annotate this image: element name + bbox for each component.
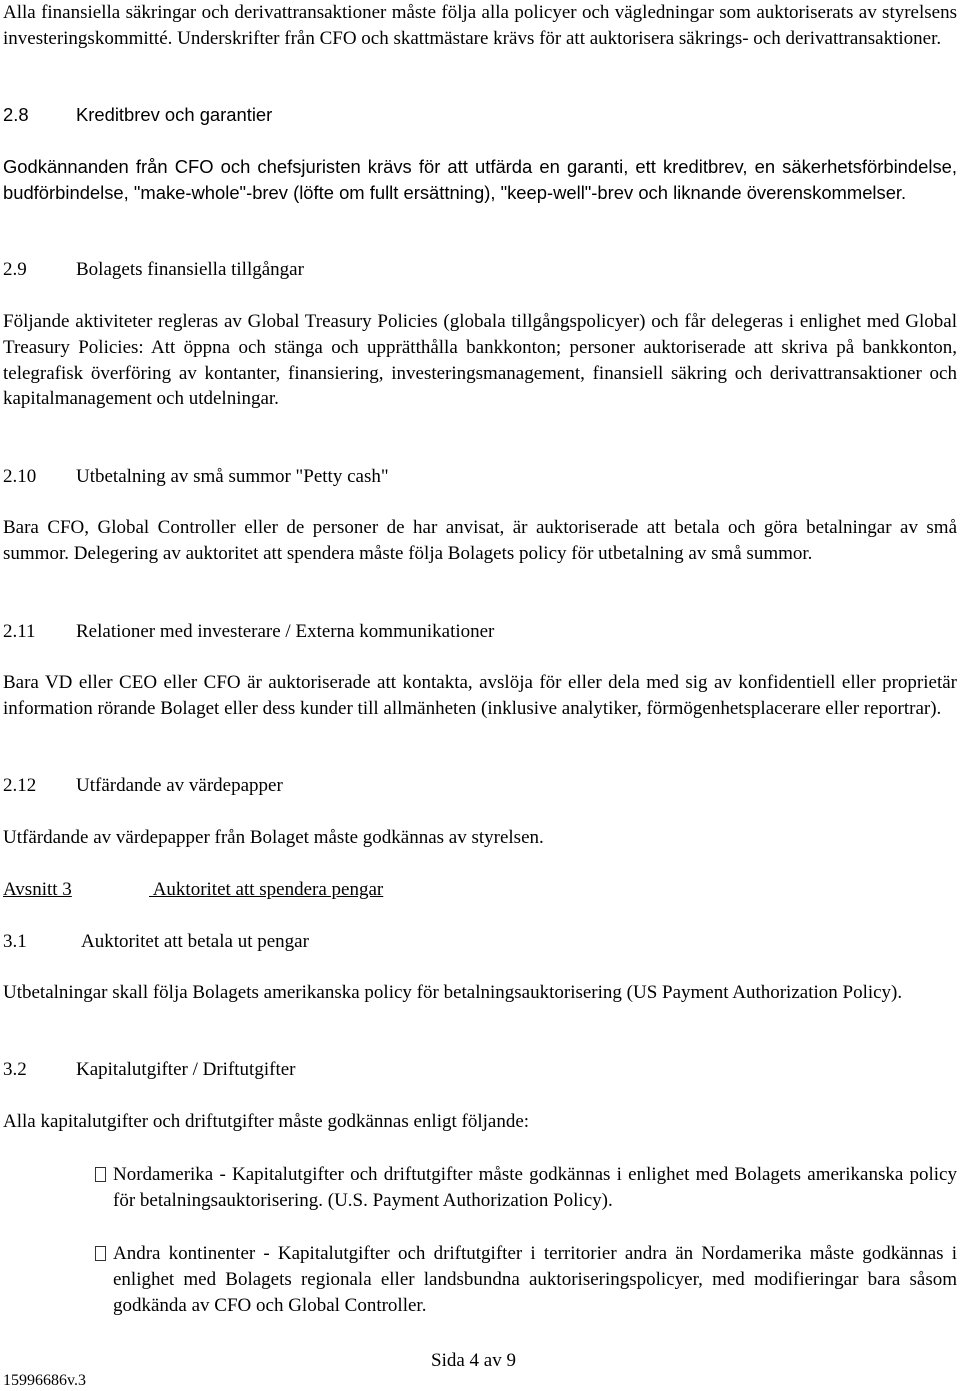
section-number: 2.11 [3,621,36,642]
section-heading-2-11 [3,619,957,644]
chapter-title: Auktoritet att spendera pengar [149,879,384,900]
section-body-2-10: Bara CFO, Global Controller eller de personer de har anvisat, är auktoriserade att betala och göra betalningar av små summor. Delegering av auktoritet att spendera måste följa Bolagets policy för utbetalning av små summor. [3,517,957,564]
section-number: 3.1 [3,931,27,952]
section-heading-3-1 [3,929,957,954]
section-title: Bolagets finansiella tillgångar [76,259,304,280]
section-number: 2.10 [3,466,37,487]
section-title: Kreditbrev och garantier [76,104,273,125]
bullet-box-icon [95,1246,106,1261]
section-heading-2-10 [3,464,957,489]
section-number: 2.8 [3,104,29,125]
section-title: Relationer med investerare / Externa kommunikationer [76,621,495,642]
intro-paragraph: Alla finansiella säkringar och derivattransaktioner måste följa alla policyer och vägledningar som auktoriserats av styrelsens investeringskommitté. Underskrifter från CFO och skattmästare krävs för att auktorisera säkrings- och derivattransaktioner. [3,2,957,49]
list-item-text: Nordamerika - Kapitalutgifter och driftutgifter måste godkännas i enlighet med Bolagets amerikanska policy för betalningsauktorisering. (U.S. Payment Authorization Policy). [113,1164,957,1211]
document-id: 15996686v.3 [3,1372,86,1389]
section-title: Kapitalutgifter / Driftutgifter [76,1059,296,1080]
section-heading-2-12 [3,773,957,798]
section-title: Utfärdande av värdepapper [76,775,283,796]
section-heading-2-9 [3,257,957,282]
section-body-3-1: Utbetalningar skall följa Bolagets amerikanska policy för betalningsauktorisering (US Payment Authorization Policy). [3,982,903,1003]
section-number: 2.9 [3,259,27,280]
section-title: Utbetalning av små summor "Petty cash" [76,466,389,487]
bullet-box-icon [95,1167,106,1182]
section-body-2-12: Utfärdande av värdepapper från Bolaget måste godkännas av styrelsen. [3,827,544,848]
section-number: 2.12 [3,775,37,796]
list-item-text: Andra kontinenter - Kapitalutgifter och driftutgifter i territorier andra än Nordamerika måste godkännas i enlighet med Bolagets regionala eller landsbundna auktoriseringspolicyer, med modifieringar bara såsom godkända av CFO och Global Controller. [113,1243,957,1316]
section-heading-2-8 [3,102,957,127]
section-heading-3-2 [3,1057,957,1082]
section-body-2-8: Godkännanden från CFO och chefsjuristen krävs för att utfärda en garanti, ett kreditbrev, en säkerhetsförbindelse, budförbindelse, "make-whole"-brev (löfte om fullt ersättning), "keep-well"-brev och liknande överenskommelser. [3,156,957,203]
section-body-2-11: Bara VD eller CEO eller CFO är auktoriserade att kontakta, avslöja för eller dela med sig av konfidentiell eller proprietär information rörande Bolaget eller dess kunder till allmänheten (inklusive analytiker, förmögenhetsplacerare eller reportrar). [3,672,957,719]
section-body-2-9: Följande aktiviteter regleras av Global Treasury Policies (globala tillgångspolicyer) och får delegeras i enlighet med Global Treasury Policies: Att öppna och stänga och upprätthålla bankkonton; personer auktoriserade att skriva på bankkonton, telegrafisk överföring av kontanter, finansiering, investeringsmanagement, finansiell säkring och derivattransaktioner och kapitalmanagement och utdelningar. [3,311,957,410]
chapter-heading-avsnitt-3 [3,877,383,902]
chapter-number: Avsnitt 3 [3,879,72,900]
section-number: 3.2 [3,1059,27,1080]
section-title: Auktoritet att betala ut pengar [81,931,309,952]
section-body-3-2: Alla kapitalutgifter och driftutgifter måste godkännas enligt följande: [3,1111,530,1132]
page-number: Sida 4 av 9 [431,1350,516,1371]
